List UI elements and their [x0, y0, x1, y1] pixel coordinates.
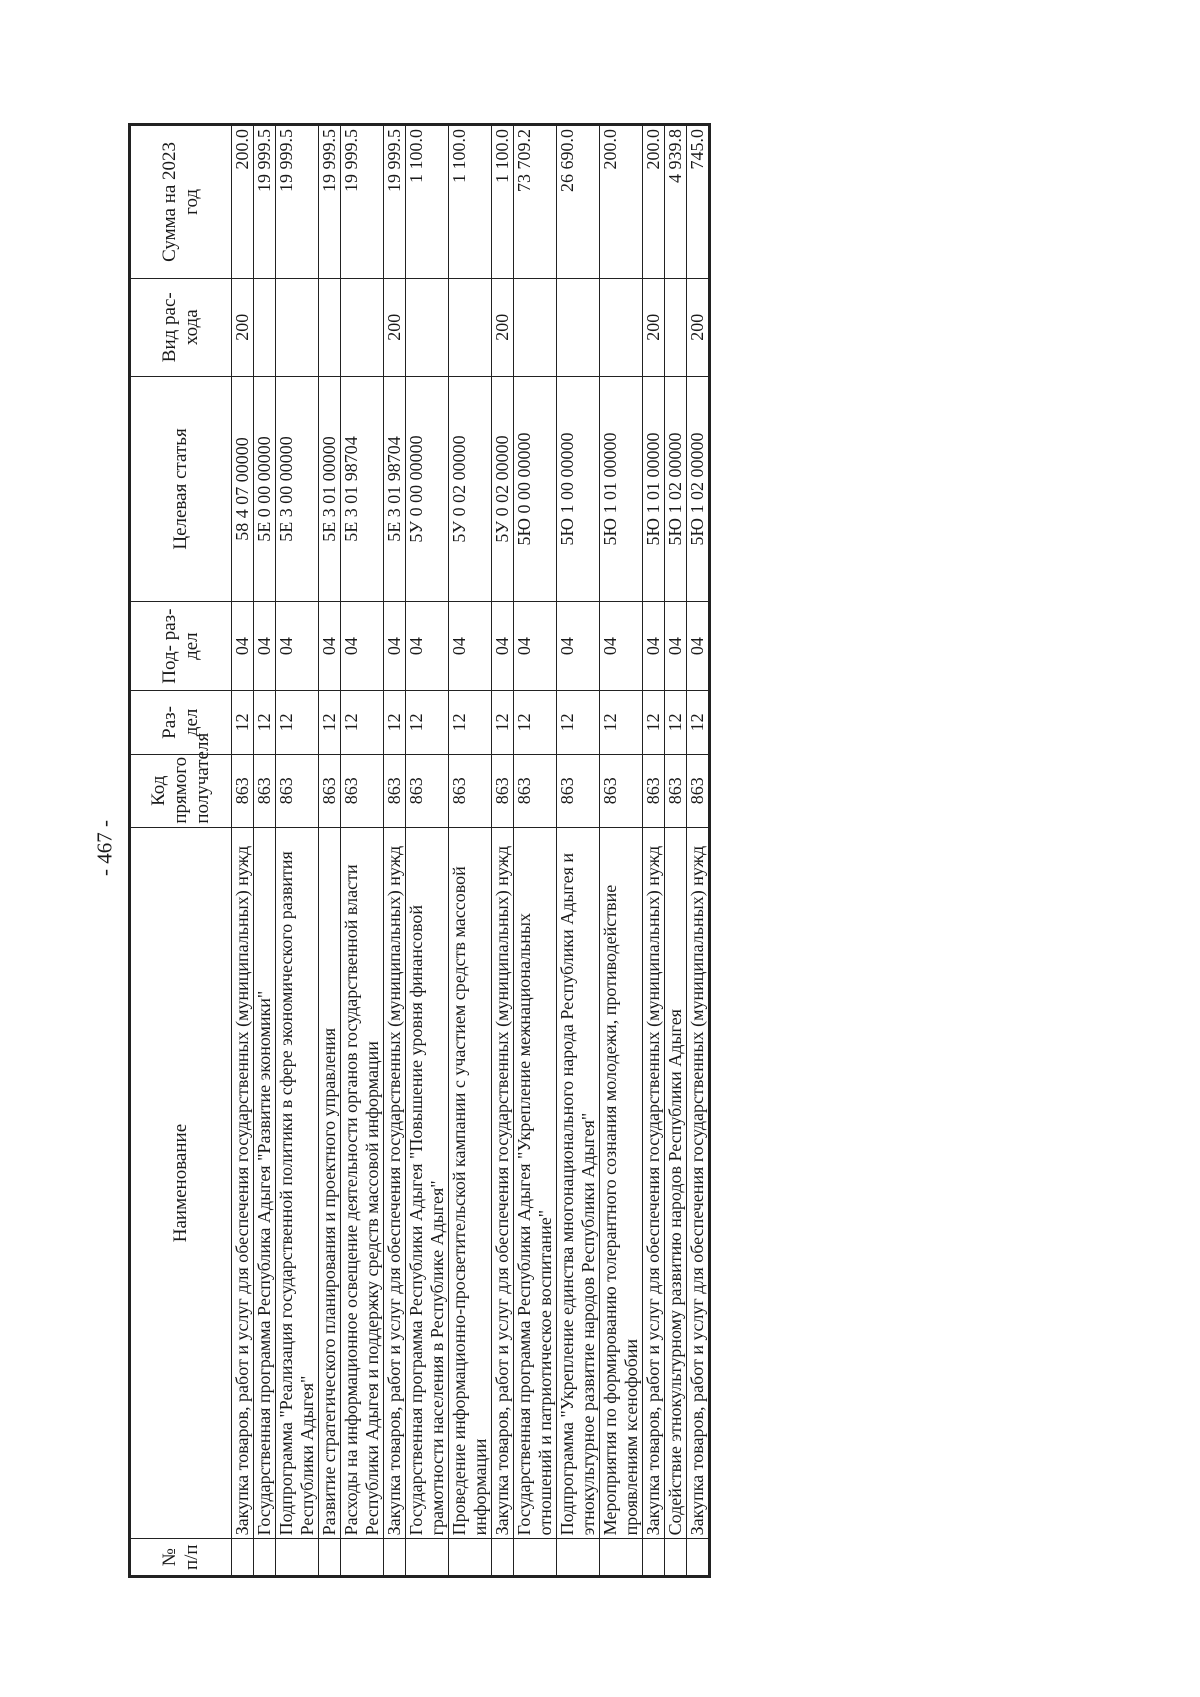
table-row — [406, 125, 449, 1577]
cell-summa: 1 100.0 — [449, 125, 492, 279]
cell-summa: 26 690.0 — [557, 125, 600, 279]
cell-podrazdel: 04 — [406, 602, 449, 691]
cell-vid — [406, 278, 449, 376]
cell-summa: 19 999.5 — [276, 125, 319, 279]
cell-podrazdel: 04 — [492, 602, 514, 691]
cell-summa: 1 100.0 — [406, 125, 449, 279]
table-row — [600, 125, 643, 1577]
cell-vid: 200 — [232, 278, 254, 376]
cell-vid — [254, 278, 276, 376]
table-row — [557, 125, 600, 1577]
cell-name: Закупка товаров, работ и услуг для обеспечения государственных (муниципальных) нужд — [384, 827, 406, 1539]
cell-celevaya: 5Е 3 00 00000 — [276, 376, 319, 601]
cell-name: Государственная программа Республики Адыгея "Повышение уровня финансовой грамотности населения в Республике Адыгея" — [406, 827, 449, 1539]
cell-num — [341, 1539, 384, 1577]
cell-name: Государственная программа Республики Адыгея "Укрепление межнациональных отношений и патриотическое воспитание" — [514, 827, 557, 1539]
cell-code: 863 — [449, 754, 492, 827]
cell-name: Подпрограмма "Укрепление единства многонационального народа Республики Адыгея и этнокультурное развитие народов Республики Адыгея" — [557, 827, 600, 1539]
header-razdel: Раз- дел — [130, 691, 232, 755]
cell-num — [665, 1539, 687, 1577]
cell-name: Закупка товаров, работ и услуг для обеспечения государственных (муниципальных) нужд — [643, 827, 665, 1539]
cell-vid: 200 — [384, 278, 406, 376]
table-header-row — [130, 125, 232, 1577]
cell-code: 863 — [276, 754, 319, 827]
cell-summa: 1 100.0 — [492, 125, 514, 279]
table-row — [687, 125, 710, 1577]
cell-podrazdel: 04 — [254, 602, 276, 691]
cell-code: 863 — [341, 754, 384, 827]
cell-code: 863 — [384, 754, 406, 827]
table-body — [232, 125, 710, 1577]
table-row — [643, 125, 665, 1577]
cell-razdel: 12 — [384, 691, 406, 755]
cell-podrazdel: 04 — [665, 602, 687, 691]
cell-razdel: 12 — [341, 691, 384, 755]
page-number-text: - 467 - — [92, 820, 117, 876]
cell-celevaya: 5Ю 1 01 00000 — [643, 376, 665, 601]
cell-celevaya: 5Ю 1 01 00000 — [600, 376, 643, 601]
cell-razdel: 12 — [600, 691, 643, 755]
cell-num — [384, 1539, 406, 1577]
table-row — [514, 125, 557, 1577]
cell-podrazdel: 04 — [341, 602, 384, 691]
cell-code: 863 — [492, 754, 514, 827]
cell-code: 863 — [687, 754, 710, 827]
table-row — [341, 125, 384, 1577]
cell-celevaya: 5У 0 02 00000 — [449, 376, 492, 601]
cell-num — [643, 1539, 665, 1577]
cell-num — [514, 1539, 557, 1577]
cell-podrazdel: 04 — [514, 602, 557, 691]
cell-razdel: 12 — [514, 691, 557, 755]
cell-podrazdel: 04 — [449, 602, 492, 691]
cell-razdel: 12 — [687, 691, 710, 755]
cell-vid — [449, 278, 492, 376]
cell-code: 863 — [665, 754, 687, 827]
cell-summa: 19 999.5 — [384, 125, 406, 279]
budget-table-container — [128, 123, 711, 1578]
cell-vid — [341, 278, 384, 376]
cell-vid — [600, 278, 643, 376]
budget-table — [128, 123, 711, 1578]
cell-podrazdel: 04 — [600, 602, 643, 691]
cell-num — [319, 1539, 341, 1577]
cell-vid — [665, 278, 687, 376]
header-vid: Вид рас- хода — [130, 278, 232, 376]
cell-summa: 4 939.8 — [665, 125, 687, 279]
cell-code: 863 — [232, 754, 254, 827]
cell-celevaya: 5У 0 00 00000 — [406, 376, 449, 601]
header-name: Наименование — [130, 827, 232, 1539]
table-row — [276, 125, 319, 1577]
table-row — [254, 125, 276, 1577]
cell-celevaya: 5Ю 0 00 00000 — [514, 376, 557, 601]
header-summa: Сумма на 2023 год — [130, 125, 232, 279]
cell-vid: 200 — [643, 278, 665, 376]
cell-podrazdel: 04 — [232, 602, 254, 691]
cell-razdel: 12 — [232, 691, 254, 755]
cell-podrazdel: 04 — [557, 602, 600, 691]
cell-celevaya: 58 4 07 00000 — [232, 376, 254, 601]
cell-podrazdel: 04 — [276, 602, 319, 691]
cell-razdel: 12 — [665, 691, 687, 755]
cell-name: Развитие стратегического планирования и проектного управления — [319, 827, 341, 1539]
table-row — [665, 125, 687, 1577]
table-row — [384, 125, 406, 1577]
cell-summa: 200.0 — [600, 125, 643, 279]
cell-celevaya: 5Ю 1 00 00000 — [557, 376, 600, 601]
cell-podrazdel: 04 — [643, 602, 665, 691]
cell-summa: 745.0 — [687, 125, 710, 279]
cell-name: Мероприятия по формированию толерантного сознания молодежи, противодействие проявлениям ксенофобии — [600, 827, 643, 1539]
cell-razdel: 12 — [406, 691, 449, 755]
cell-summa: 73 709.2 — [514, 125, 557, 279]
cell-vid: 200 — [492, 278, 514, 376]
cell-name: Проведение информационно-просветительской кампании с участием средств массовой информации — [449, 827, 492, 1539]
cell-razdel: 12 — [319, 691, 341, 755]
header-code: Код прямого получателя — [130, 754, 232, 827]
cell-code: 863 — [600, 754, 643, 827]
cell-num — [276, 1539, 319, 1577]
cell-vid — [557, 278, 600, 376]
header-podrazdel: Под- раз- дел — [130, 602, 232, 691]
table-row — [449, 125, 492, 1577]
cell-razdel: 12 — [643, 691, 665, 755]
cell-razdel: 12 — [276, 691, 319, 755]
cell-name: Закупка товаров, работ и услуг для обеспечения государственных (муниципальных) нужд — [492, 827, 514, 1539]
cell-vid: 200 — [687, 278, 710, 376]
cell-podrazdel: 04 — [384, 602, 406, 691]
header-num: № п/п — [130, 1539, 232, 1577]
cell-podrazdel: 04 — [319, 602, 341, 691]
header-celevaya: Целевая статья — [130, 376, 232, 601]
cell-celevaya: 5Е 3 01 00000 — [319, 376, 341, 601]
cell-summa: 19 999.5 — [341, 125, 384, 279]
cell-summa: 19 999.5 — [319, 125, 341, 279]
cell-name: Подпрограмма "Реализация государственной политики в сфере экономического развития Республики Адыгея" — [276, 827, 319, 1539]
cell-num — [557, 1539, 600, 1577]
cell-num — [492, 1539, 514, 1577]
cell-num — [254, 1539, 276, 1577]
cell-razdel: 12 — [449, 691, 492, 755]
cell-celevaya: 5Е 0 00 00000 — [254, 376, 276, 601]
cell-vid — [319, 278, 341, 376]
cell-num — [600, 1539, 643, 1577]
cell-vid — [514, 278, 557, 376]
cell-summa: 200.0 — [643, 125, 665, 279]
cell-celevaya: 5Ю 1 02 00000 — [665, 376, 687, 601]
cell-num — [449, 1539, 492, 1577]
cell-num — [406, 1539, 449, 1577]
cell-code: 863 — [643, 754, 665, 827]
cell-vid — [276, 278, 319, 376]
cell-razdel: 12 — [254, 691, 276, 755]
table-row — [492, 125, 514, 1577]
cell-celevaya: 5У 0 02 00000 — [492, 376, 514, 601]
cell-code: 863 — [254, 754, 276, 827]
cell-summa: 200.0 — [232, 125, 254, 279]
cell-code: 863 — [406, 754, 449, 827]
table-row — [319, 125, 341, 1577]
cell-podrazdel: 04 — [687, 602, 710, 691]
cell-num — [232, 1539, 254, 1577]
cell-razdel: 12 — [557, 691, 600, 755]
cell-code: 863 — [319, 754, 341, 827]
cell-name: Содействие этнокультурному развитию народов Республики Адыгея — [665, 827, 687, 1539]
cell-name: Расходы на информационное освещение деятельности органов государственной власти Республики Адыгея и поддержку средств массовой информации — [341, 827, 384, 1539]
cell-num — [687, 1539, 710, 1577]
table-row — [232, 125, 254, 1577]
cell-summa: 19 999.5 — [254, 125, 276, 279]
cell-celevaya: 5Е 3 01 98704 — [341, 376, 384, 601]
cell-name: Государственная программа Республика Адыгея "Развитие экономики" — [254, 827, 276, 1539]
cell-celevaya: 5Ю 1 02 00000 — [687, 376, 710, 601]
cell-razdel: 12 — [492, 691, 514, 755]
cell-name: Закупка товаров, работ и услуг для обеспечения государственных (муниципальных) нужд — [687, 827, 710, 1539]
cell-name: Закупка товаров, работ и услуг для обеспечения государственных (муниципальных) нужд — [232, 827, 254, 1539]
cell-code: 863 — [514, 754, 557, 827]
cell-code: 863 — [557, 754, 600, 827]
cell-celevaya: 5Е 3 01 98704 — [384, 376, 406, 601]
